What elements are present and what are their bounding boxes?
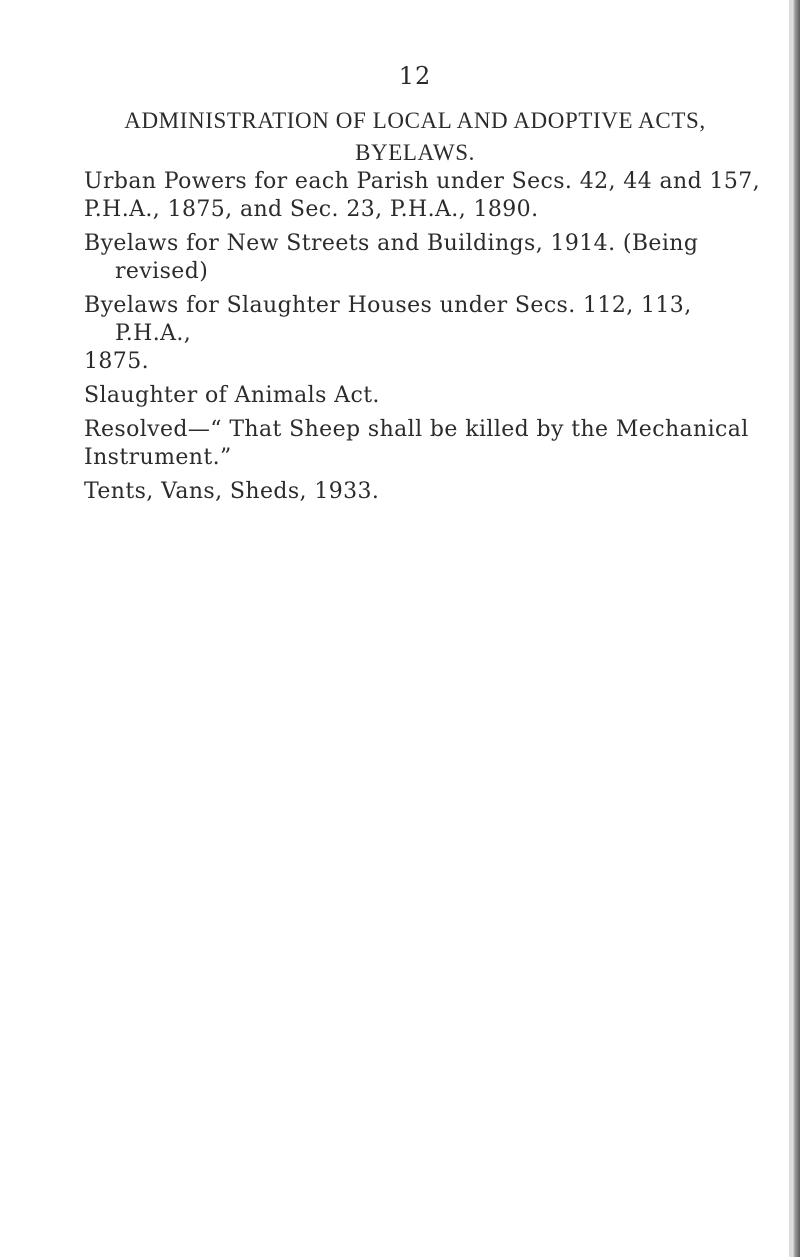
entry-text-continued: P.H.A., 1875, and Sec. 23, P.H.A., 1890. <box>84 197 539 222</box>
entry-text-continued: Instrument.” <box>84 445 232 470</box>
entry-text: Tents, Vans, Sheds, 1933. <box>84 479 380 504</box>
entry-text: Byelaws for Slaughter Houses under Secs. 112, 113, P.H.A., <box>84 293 692 346</box>
entry-text-continued: 1875. <box>84 349 149 374</box>
entry-text: Byelaws for New Streets and Buildings, 1914. (Being revised) <box>84 231 699 284</box>
entry-resolved-sheep <box>84 416 764 472</box>
entry-slaughter-of-animals-act <box>84 382 764 410</box>
entries-list <box>84 168 764 512</box>
entry-byelaws-slaughter-houses <box>84 292 764 376</box>
entry-text: Slaughter of Animals Act. <box>84 383 380 408</box>
section-heading-line-1: ADMINISTRATION OF LOCAL AND ADOPTIVE ACTS, <box>124 108 706 133</box>
entry-text: Resolved—“ That Sheep shall be killed by the Mechanical <box>84 417 749 442</box>
section-heading-line-2: BYELAWS. <box>355 140 475 165</box>
page-edge-shadow <box>792 0 800 1257</box>
entry-tents-vans-sheds <box>84 478 764 506</box>
entry-urban-powers <box>84 168 764 224</box>
entry-byelaws-new-streets <box>84 230 764 286</box>
entry-text: Urban Powers for each Parish under Secs. 42, 44 and 157, <box>84 169 761 194</box>
page-number: 12 <box>398 62 432 90</box>
